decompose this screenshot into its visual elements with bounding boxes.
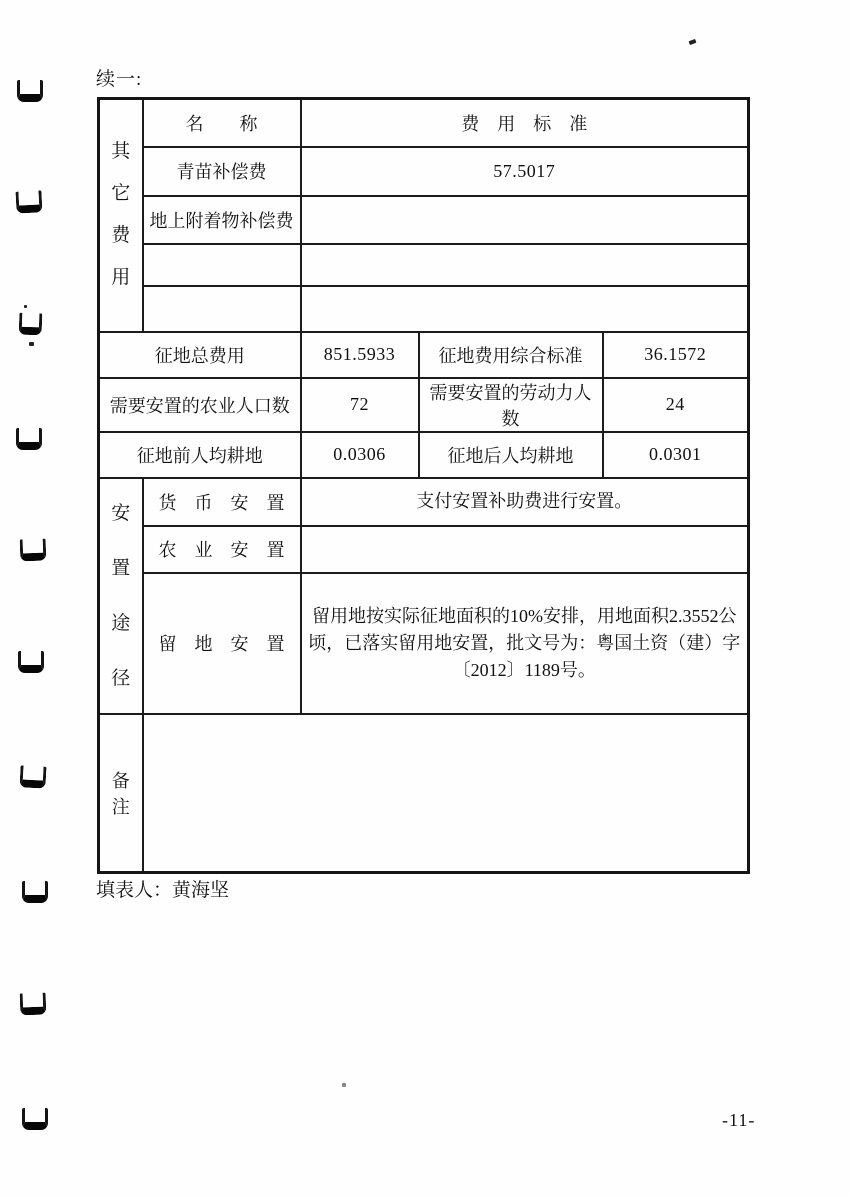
fee-name-attachments: 地上附着物补偿费 xyxy=(143,196,301,244)
resettlement-char: 安 xyxy=(111,502,131,524)
binder-mark xyxy=(18,651,44,673)
column-header-name: 名 称 xyxy=(143,99,301,147)
fee-name-blank-2 xyxy=(143,286,301,332)
per-capita-before-label: 征地前人均耕地 xyxy=(99,432,301,478)
binder-mark xyxy=(17,80,43,102)
binder-mark xyxy=(22,1108,48,1130)
scan-speck xyxy=(29,342,34,346)
form-filler-line: 填表人：黄海坚 xyxy=(96,880,230,901)
scan-speck xyxy=(689,39,697,45)
column-header-standard: 费 用 标 准 xyxy=(301,99,749,147)
other-fees-char: 费 xyxy=(111,225,131,247)
scan-speck xyxy=(24,305,27,308)
continuation-label: 续一: xyxy=(96,69,143,90)
resettlement-char: 途 xyxy=(111,612,131,634)
monetary-resettlement-label: 货 币 安 置 xyxy=(143,478,301,526)
fee-value-blank-2 xyxy=(301,286,749,332)
land-acquisition-cost-table xyxy=(97,97,750,874)
composite-standard-label: 征地费用综合标准 xyxy=(419,332,603,378)
binder-mark xyxy=(16,428,42,450)
binder-mark xyxy=(20,539,47,562)
remarks-label: 备注 xyxy=(99,714,143,873)
labor-count-label: 需要安置的劳动力人数 xyxy=(419,378,603,432)
other-fees-char: 它 xyxy=(111,183,131,205)
scan-speck xyxy=(342,1083,346,1087)
binder-mark xyxy=(19,313,43,336)
per-capita-after-label: 征地后人均耕地 xyxy=(419,432,603,478)
binder-mark xyxy=(20,993,47,1016)
other-fees-char: 其 xyxy=(111,141,131,163)
fee-name-blank-1 xyxy=(143,244,301,286)
fee-value-blank-1 xyxy=(301,244,749,286)
reserved-land-resettlement-content: 留用地按实际征地面积的10%安排，用地面积2.3552公顷，已落实留用地安置，批文号为：粤国土资（建）字〔2012〕1189号。 xyxy=(301,573,749,714)
total-cost-value: 851.5933 xyxy=(301,332,419,378)
agricultural-resettlement-content xyxy=(301,526,749,573)
binder-mark xyxy=(22,881,48,903)
labor-count-value: 24 xyxy=(603,378,749,432)
per-capita-after-value: 0.0301 xyxy=(603,432,749,478)
fee-value-attachments xyxy=(301,196,749,244)
agricultural-resettlement-label: 农 业 安 置 xyxy=(143,526,301,573)
fee-name-young-crop: 青苗补偿费 xyxy=(143,147,301,196)
resettlement-group-header xyxy=(99,478,143,714)
other-fees-group-header xyxy=(99,99,143,332)
resettlement-char: 置 xyxy=(111,557,131,579)
per-capita-before-value: 0.0306 xyxy=(301,432,419,478)
reserved-land-resettlement-label: 留 地 安 置 xyxy=(143,573,301,714)
agri-population-label: 需要安置的农业人口数 xyxy=(99,378,301,432)
other-fees-char: 用 xyxy=(111,267,131,289)
binder-mark xyxy=(19,765,46,788)
binder-mark xyxy=(15,190,42,213)
remarks-content xyxy=(143,714,749,873)
agri-population-value: 72 xyxy=(301,378,419,432)
resettlement-char: 径 xyxy=(111,667,131,689)
total-cost-label: 征地总费用 xyxy=(99,332,301,378)
fee-value-young-crop: 57.5017 xyxy=(301,147,749,196)
composite-standard-value: 36.1572 xyxy=(603,332,749,378)
monetary-resettlement-content: 支付安置补助费进行安置。 xyxy=(301,478,749,526)
page-number: -11- xyxy=(722,1110,756,1130)
